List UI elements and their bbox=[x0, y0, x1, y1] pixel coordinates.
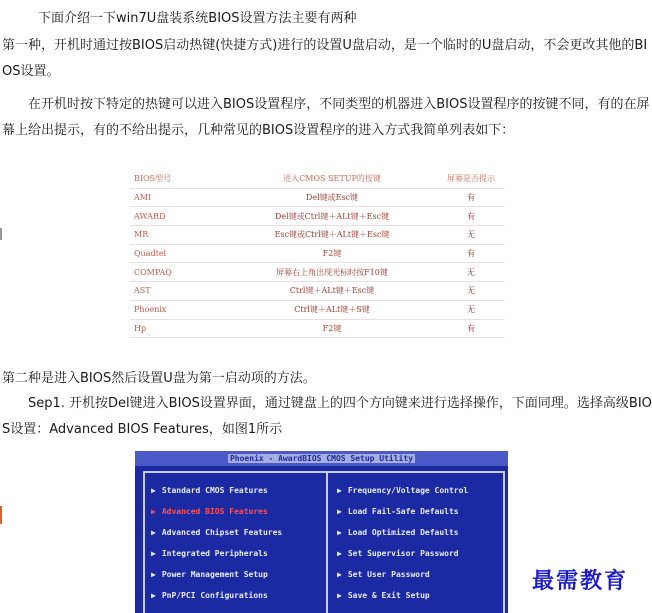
table-cell: F2键 bbox=[226, 319, 438, 338]
bios-menu-item bbox=[337, 591, 430, 600]
table-cell: 无 bbox=[438, 263, 504, 282]
method1-paragraph-cont: OS设置。 bbox=[2, 64, 60, 79]
hotkey-paragraph: 在开机时按下特定的热键可以进入BIOS设置程序，不同类型的机器进入BIOS设置程序的按键不同，有的在屏 bbox=[28, 97, 650, 112]
bios-menu-item bbox=[337, 486, 468, 495]
table-cell: Quadtel bbox=[130, 244, 226, 263]
triangle-right-icon: ▶ bbox=[337, 570, 342, 579]
table-cell: COMPAQ bbox=[130, 263, 226, 282]
bios-menu-label: Save & Exit Setup bbox=[347, 591, 430, 600]
method1-paragraph: 第一种，开机时通过按BIOS启动热键(快捷方式)进行的设置U盘启动，是一个临时的U盘启动，不会更改其他的BI bbox=[2, 38, 648, 53]
table-cell: Ctrl键＋ALt键＋Esc键 bbox=[226, 282, 438, 301]
table-header-cell: 进入CMOS SETUP的按键 bbox=[283, 174, 381, 184]
bios-menu-item bbox=[337, 549, 459, 558]
bios-screenshot bbox=[135, 451, 508, 613]
bios-menu-item bbox=[151, 528, 282, 537]
table-cell: 无 bbox=[438, 226, 504, 245]
bios-title: Phoenix - AwardBIOS CMOS Setup Utility bbox=[135, 451, 508, 466]
bios-menu-item bbox=[151, 549, 268, 558]
table-cell: 有 bbox=[438, 188, 504, 207]
table-row bbox=[130, 207, 504, 226]
table-cell: AWARD bbox=[130, 207, 226, 226]
method2-paragraph: 第二种是进入BIOS然后设置U盘为第一启动项的方法。 bbox=[2, 371, 316, 386]
table-cell: Del键或Esc键 bbox=[226, 188, 438, 207]
table-header-row bbox=[130, 170, 504, 188]
triangle-right-icon: ▶ bbox=[337, 507, 342, 516]
triangle-right-icon: ▶ bbox=[151, 528, 156, 537]
bios-menu-label: PnP/PCI Configurations bbox=[161, 591, 268, 600]
table-cell: Phoenix bbox=[130, 300, 226, 319]
bios-menu-label: Standard CMOS Features bbox=[161, 486, 268, 495]
table-cell: 有 bbox=[438, 244, 504, 263]
table-cell: 无 bbox=[438, 300, 504, 319]
table-cell: 无 bbox=[438, 282, 504, 301]
table-row bbox=[130, 282, 504, 301]
bios-menu-item bbox=[337, 528, 459, 537]
table-cell: 屏幕右上角出现光标时按F10键 bbox=[226, 263, 438, 282]
table-row bbox=[130, 244, 504, 263]
bios-menu-label: Frequency/Voltage Control bbox=[347, 486, 469, 495]
bios-divider bbox=[326, 471, 328, 613]
bios-menu-item bbox=[151, 507, 268, 516]
table-row bbox=[130, 226, 504, 245]
bios-menu-label: Power Management Setup bbox=[161, 570, 268, 579]
step1-paragraph: Sep1. 开机按Del键进入BIOS设置界面，通过键盘上的四个方向键来进行选择操作，下面同理。选择高级BIO bbox=[28, 396, 652, 411]
bios-menu-item bbox=[151, 570, 268, 579]
bios-menu-label: Load Optimized Defaults bbox=[347, 528, 459, 537]
bios-menu-label: Set Supervisor Password bbox=[347, 549, 459, 558]
triangle-right-icon: ▶ bbox=[151, 570, 156, 579]
watermark: 最需教育 bbox=[532, 568, 629, 594]
bios-menu-label: Load Fail-Safe Defaults bbox=[347, 507, 459, 516]
table-cell: MR bbox=[130, 226, 226, 245]
triangle-right-icon: ▶ bbox=[151, 549, 156, 558]
table-cell: Esc键或Ctrl键＋ALt键＋Esc键 bbox=[226, 226, 438, 245]
triangle-right-icon: ▶ bbox=[337, 591, 342, 600]
table-header-cell: BIOS型号 bbox=[134, 174, 172, 184]
table-cell: 有 bbox=[438, 207, 504, 226]
bios-menu-label: Integrated Peripherals bbox=[161, 549, 268, 558]
table-header-cell: 屏幕是否提示 bbox=[447, 174, 495, 184]
table-cell: AMI bbox=[130, 188, 226, 207]
table-cell: Del键或Ctrl键＋ALt键＋Esc键 bbox=[226, 207, 438, 226]
table-cell: F2键 bbox=[226, 244, 438, 263]
hotkey-paragraph-cont: 幕上给出提示，有的不给出提示，几种常见的BIOS设置程序的进入方式我简单列表如下： bbox=[2, 123, 515, 138]
triangle-right-icon: ▶ bbox=[151, 507, 156, 516]
edge-mark bbox=[0, 506, 2, 524]
edge-mark bbox=[0, 228, 2, 240]
table-row bbox=[130, 319, 504, 338]
triangle-right-icon: ▶ bbox=[337, 486, 342, 495]
table-cell: 有 bbox=[438, 319, 504, 338]
bios-menu-label: Set User Password bbox=[347, 570, 430, 579]
bios-menu-item bbox=[151, 591, 268, 600]
triangle-right-icon: ▶ bbox=[337, 549, 342, 558]
bios-menu-item bbox=[337, 570, 430, 579]
triangle-right-icon: ▶ bbox=[151, 486, 156, 495]
table-row bbox=[130, 263, 504, 282]
triangle-right-icon: ▶ bbox=[151, 591, 156, 600]
step1-paragraph-cont: S设置：Advanced BIOS Features，如图1所示 bbox=[2, 422, 283, 437]
bios-menu-item bbox=[151, 486, 268, 495]
table-row bbox=[130, 188, 504, 207]
bios-menu-item bbox=[337, 507, 459, 516]
bios-menu-label: Advanced BIOS Features bbox=[161, 507, 268, 516]
table-cell: AST bbox=[130, 282, 226, 301]
table-cell: Hp bbox=[130, 319, 226, 338]
intro-paragraph: 下面介绍一下win7U盘装系统BIOS设置方法主要有两种 bbox=[38, 11, 357, 26]
table-cell: Ctrl键＋ALt键＋S键 bbox=[226, 300, 438, 319]
bios-menu-label: Advanced Chipset Features bbox=[161, 528, 283, 537]
table-row bbox=[130, 300, 504, 319]
triangle-right-icon: ▶ bbox=[337, 528, 342, 537]
bios-hotkey-table bbox=[130, 170, 504, 338]
